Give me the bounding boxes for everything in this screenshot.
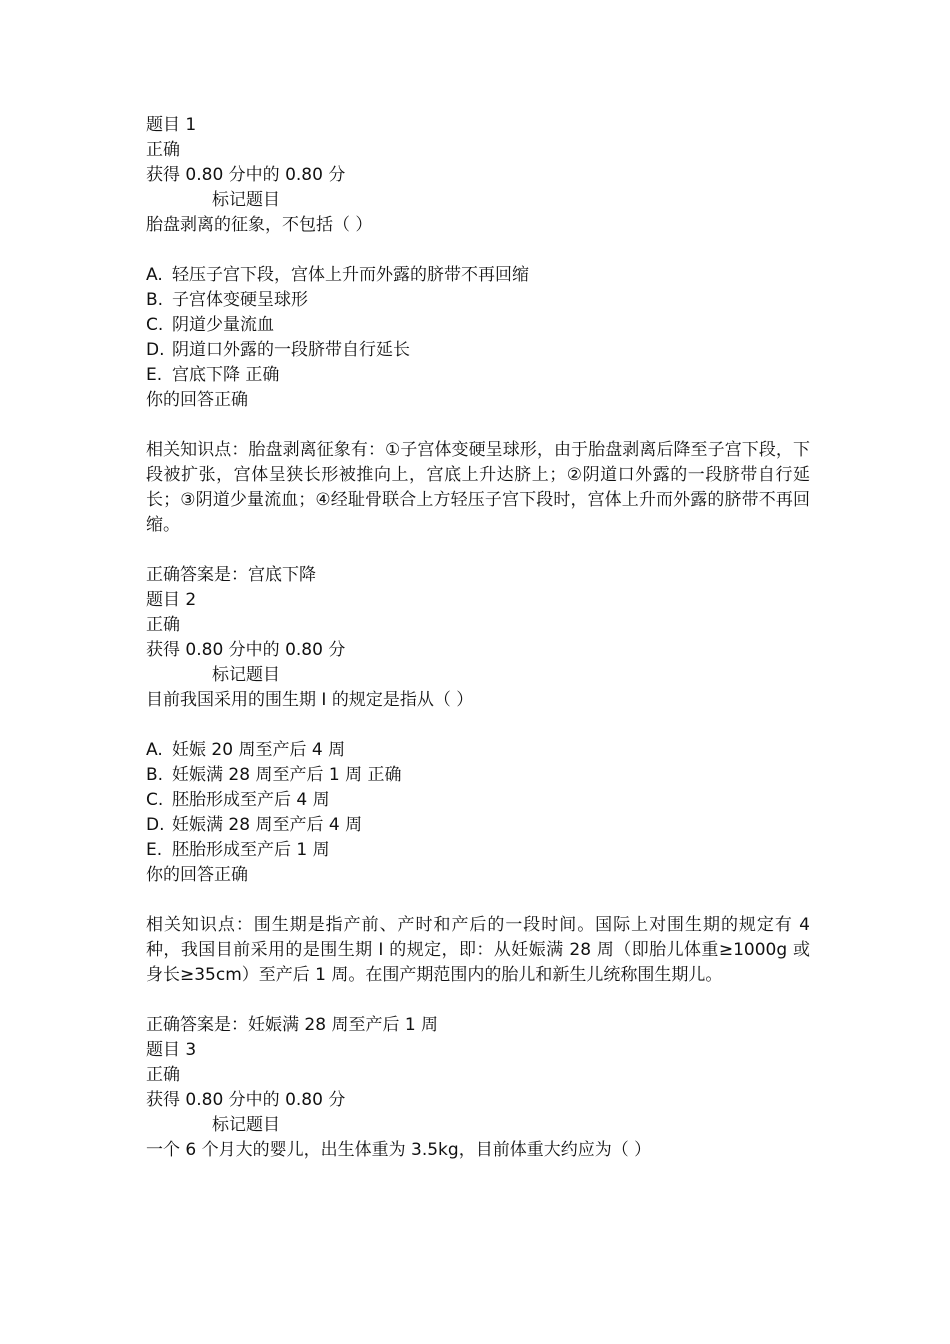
question-block bbox=[146, 588, 810, 1038]
question-stem: 目前我国采用的围生期 I 的规定是指从（ ） bbox=[146, 690, 474, 710]
question-score: 获得 0.80 分中的 0.80 分 bbox=[146, 640, 346, 660]
option-text: 子宫体变硬呈球形 bbox=[172, 290, 308, 310]
flag-question-link[interactable]: 标记题目 bbox=[212, 1115, 280, 1135]
option-letter: D. bbox=[146, 340, 165, 360]
option-text: 妊娠满 28 周至产后 4 周 bbox=[172, 815, 363, 835]
option-letter: C. bbox=[146, 315, 164, 335]
knowledge-explanation: 相关知识点：围生期是指产前、产时和产后的一段时间。国际上对围生期的规定有 4 种，我国目前采用的是围生期 I 的规定，即：从妊娠满 28 周（即胎儿体重≥1000g 或身长≥35cm）至产后 1 周。在围产期范围内的胎儿和新生儿统称围生期儿。 bbox=[146, 915, 810, 985]
option-text: 胚胎形成至产后 4 周 bbox=[172, 790, 330, 810]
option-letter: D. bbox=[146, 815, 165, 835]
answer-feedback: 你的回答正确 bbox=[146, 390, 248, 410]
answer-option[interactable] bbox=[146, 288, 810, 313]
answer-option[interactable] bbox=[146, 313, 810, 338]
question-stem: 胎盘剥离的征象，不包括（ ） bbox=[146, 215, 373, 235]
question-block bbox=[146, 113, 810, 588]
question-score: 获得 0.80 分中的 0.80 分 bbox=[146, 1090, 346, 1110]
question-number: 题目 3 bbox=[146, 1040, 197, 1060]
knowledge-explanation: 相关知识点：胎盘剥离征象有：①子宫体变硬呈球形，由于胎盘剥离后降至子宫下段，下段被扩张，宫体呈狭长形被推向上，宫底上升达脐上；②阴道口外露的一段脐带自行延长；③阴道少量流血；④经耻骨联合上方轻压子宫下段时，宫体上升而外露的脐带不再回缩。 bbox=[146, 440, 810, 535]
question-status: 正确 bbox=[146, 140, 180, 160]
option-text: 宫底下降 正确 bbox=[172, 365, 280, 385]
option-text: 轻压子宫下段，宫体上升而外露的脐带不再回缩 bbox=[172, 265, 529, 285]
answer-option[interactable] bbox=[146, 338, 810, 363]
question-number: 题目 2 bbox=[146, 590, 197, 610]
option-letter: E. bbox=[146, 840, 163, 860]
option-letter: A. bbox=[146, 265, 163, 285]
question-stem: 一个 6 个月大的婴儿，出生体重为 3.5kg，目前体重大约应为（ ） bbox=[146, 1140, 652, 1160]
question-status: 正确 bbox=[146, 1065, 180, 1085]
answer-option[interactable] bbox=[146, 363, 810, 388]
answer-option[interactable] bbox=[146, 763, 810, 788]
answer-option[interactable] bbox=[146, 788, 810, 813]
quiz-review-page bbox=[146, 113, 810, 1163]
correct-answer: 正确答案是：宫底下降 bbox=[146, 565, 316, 585]
option-letter: C. bbox=[146, 790, 164, 810]
answer-option[interactable] bbox=[146, 738, 810, 763]
question-status: 正确 bbox=[146, 615, 180, 635]
option-letter: B. bbox=[146, 290, 164, 310]
correct-answer: 正确答案是：妊娠满 28 周至产后 1 周 bbox=[146, 1015, 439, 1035]
option-letter: E. bbox=[146, 365, 163, 385]
answer-option[interactable] bbox=[146, 263, 810, 288]
flag-question-link[interactable]: 标记题目 bbox=[212, 190, 280, 210]
question-score: 获得 0.80 分中的 0.80 分 bbox=[146, 165, 346, 185]
option-letter: A. bbox=[146, 740, 163, 760]
answer-option[interactable] bbox=[146, 838, 810, 863]
option-text: 阴道少量流血 bbox=[172, 315, 274, 335]
option-text: 妊娠满 28 周至产后 1 周 正确 bbox=[172, 765, 402, 785]
answer-option[interactable] bbox=[146, 813, 810, 838]
option-letter: B. bbox=[146, 765, 164, 785]
question-block bbox=[146, 1038, 810, 1163]
question-number: 题目 1 bbox=[146, 115, 197, 135]
flag-question-link[interactable]: 标记题目 bbox=[212, 665, 280, 685]
option-text: 胚胎形成至产后 1 周 bbox=[172, 840, 330, 860]
answer-feedback: 你的回答正确 bbox=[146, 865, 248, 885]
option-text: 阴道口外露的一段脐带自行延长 bbox=[172, 340, 410, 360]
option-text: 妊娠 20 周至产后 4 周 bbox=[172, 740, 346, 760]
